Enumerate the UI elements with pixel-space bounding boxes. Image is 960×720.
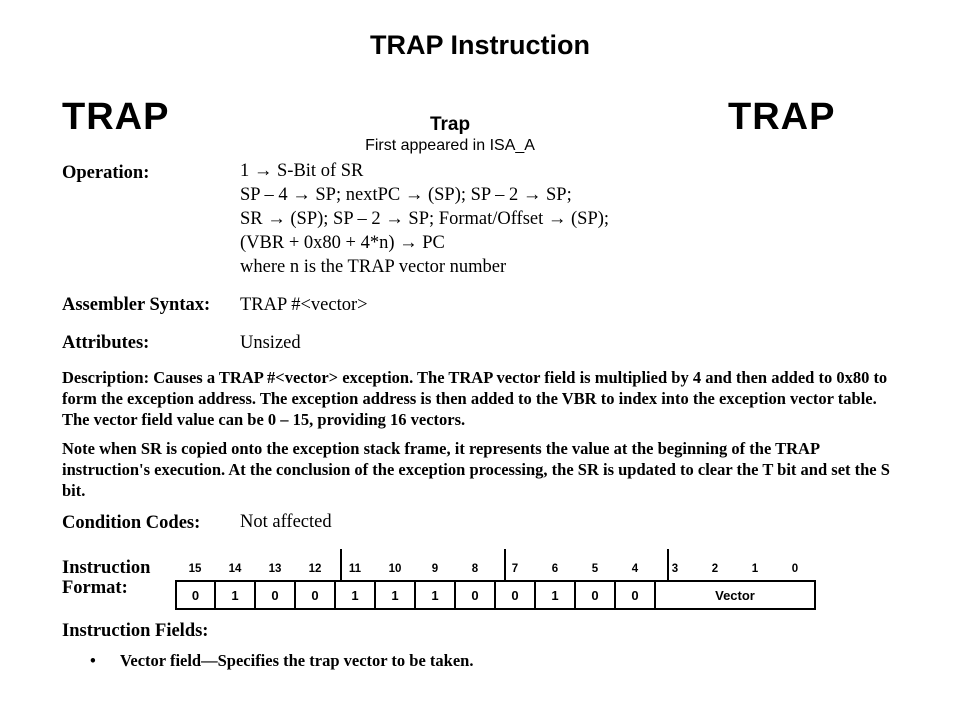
operation-line: (VBR + 0x80 + 4*n) → PC: [240, 233, 445, 253]
bit-number: 5: [591, 563, 599, 575]
operation-line: 1 → S-Bit of SR: [240, 161, 364, 181]
condition-codes-value: Not affected: [240, 512, 332, 532]
bit-number: 7: [511, 563, 519, 575]
bit-cell: 1: [375, 581, 415, 609]
bit-cell: 1: [415, 581, 455, 609]
bit-cell: 0: [176, 581, 215, 609]
bit-number: 13: [268, 563, 282, 575]
attributes-label: Attributes:: [62, 333, 150, 353]
description-paragraph: [62, 367, 902, 430]
bit-number-row: [175, 563, 815, 579]
bit-number: 3: [671, 563, 679, 575]
operation-line: where n is the TRAP vector number: [240, 257, 507, 277]
mnemonic-left: TRAP: [62, 96, 170, 138]
first-appeared: First appeared in ISA_A: [365, 137, 535, 154]
operation-block: [240, 159, 609, 279]
condition-codes-label: Condition Codes:: [62, 513, 201, 533]
instruction-name: Trap: [429, 114, 471, 135]
bit-number: 15: [188, 563, 202, 575]
nibble-separator: [340, 549, 342, 582]
bit-number: 10: [388, 563, 402, 575]
bit-cell: 0: [575, 581, 615, 609]
bit-number: 12: [308, 563, 322, 575]
bullet-icon: •: [90, 651, 96, 670]
operation-label: Operation:: [62, 163, 150, 183]
nibble-separator: [667, 549, 669, 582]
attributes-value: Unsized: [240, 333, 301, 353]
bit-number: 1: [751, 563, 759, 575]
instruction-format-label: [62, 558, 150, 598]
bit-number: 14: [228, 563, 242, 575]
bit-cell: 1: [335, 581, 375, 609]
note-paragraph: Note when SR is copied onto the exception stack frame, it represents the value at the beginning of the TRAP instruction's execution. At the conclusion of the exception processing, the SR is updated to clear the T bit and set the S bit.: [62, 439, 890, 500]
bit-number: 4: [631, 563, 639, 575]
format-row: [176, 581, 815, 609]
bit-number: 11: [348, 563, 362, 575]
nibble-separator: [504, 549, 506, 582]
bit-cell: 0: [455, 581, 495, 609]
bit-cell: 0: [295, 581, 335, 609]
bit-number: 9: [431, 563, 439, 575]
bit-number: 0: [791, 563, 799, 575]
operation-line: SR → (SP); SP – 2 → SP; Format/Offset → (SP);: [240, 209, 610, 229]
operation-line: SP – 4 → SP; nextPC → (SP); SP – 2 → SP;: [240, 185, 572, 205]
bit-number: 8: [471, 563, 479, 575]
bit-cell: 1: [215, 581, 255, 609]
instruction-fields-label: Instruction Fields:: [62, 621, 209, 641]
instruction-format-label-line: Format:: [62, 578, 128, 598]
assembler-syntax-value: TRAP #<vector>: [240, 295, 368, 315]
bit-number: 2: [711, 563, 719, 575]
assembler-syntax-label: Assembler Syntax:: [62, 295, 211, 315]
instruction-field-item: Vector field—Specifies the trap vector to be taken.: [120, 651, 474, 670]
instruction-format-table: [175, 580, 816, 610]
description-label: Description:: [62, 368, 150, 387]
instruction-format-label-line: Instruction: [62, 558, 151, 578]
bit-cell: 0: [255, 581, 295, 609]
bit-cell: 1: [535, 581, 575, 609]
description-text: Causes a TRAP #<vector> exception. The TRAP vector field is multiplied by 4 and then added to 0x80 to form the exception address. The exception address is then added to the VBR to index into the exception vector table. The vector field value can be 0 – 15, providing 16 vectors.: [62, 368, 888, 429]
mnemonic-right: TRAP: [728, 96, 836, 138]
bit-cell: 0: [495, 581, 535, 609]
slide-title: TRAP Instruction: [369, 30, 590, 60]
bit-number: 6: [551, 563, 559, 575]
vector-cell: Vector: [655, 581, 815, 609]
bit-cell: 0: [615, 581, 655, 609]
